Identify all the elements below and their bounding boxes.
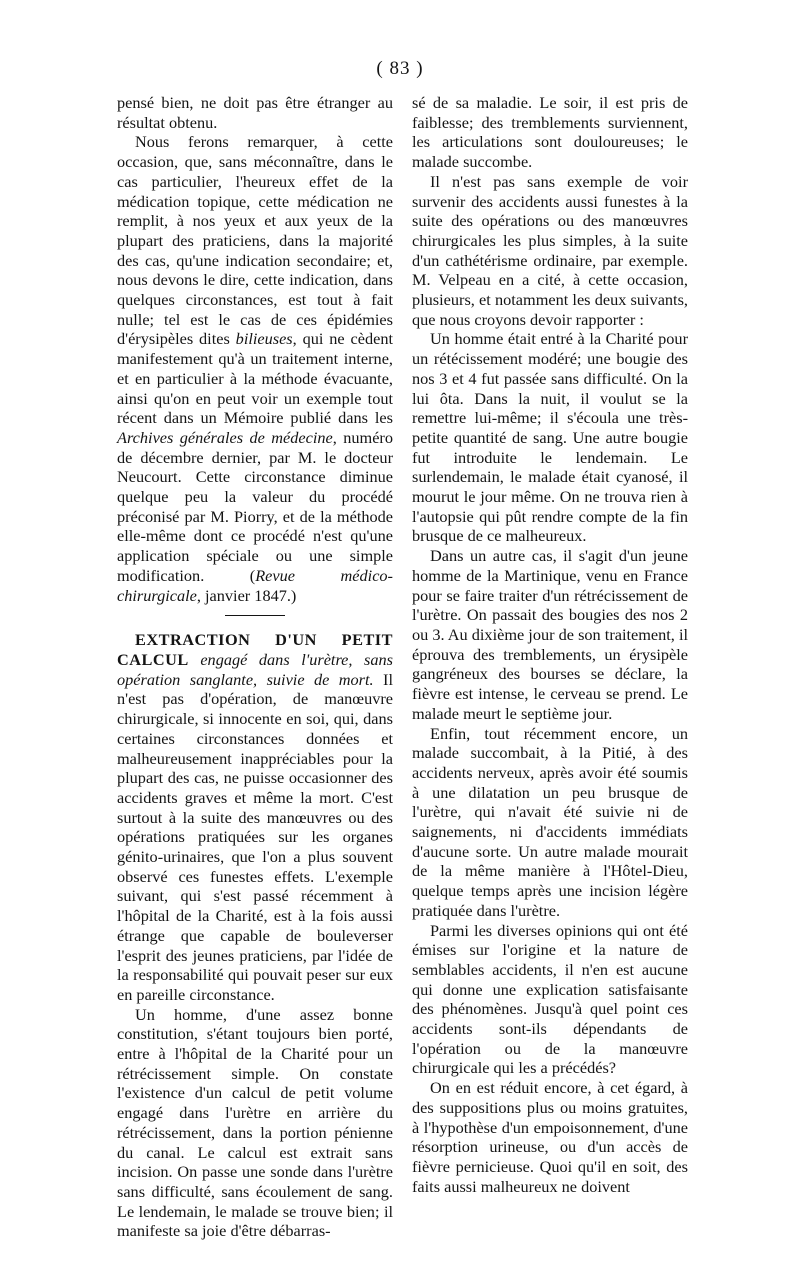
paragraph: pensé bien, ne doit pas être étranger au résultat obtenu. [117,93,393,132]
text-run: , janvier 1847.) [196,585,297,605]
paragraph: Dans un autre cas, il s'agit d'un jeune homme de la Martinique, venu en France pour se faire traiter d'un rétrécissement de l'urètre. On passait des bougies des nos 2 ou 3. Au dixième jour de son traitement, il éprouva des tremblements, un érysipèle gangréneux des bourses se déclare, la fièvre est intense, le cerveau se prend. Le malade meurt le septième jour. [412,546,688,723]
paragraph: Un homme, d'une assez bonne constitution, s'étant toujours bien porté, entre à l'hôpital de la Charité pour un rétrécissement simple. On constate l'existence d'un calcul de petit volume engagé dans l'urètre en arrière du rétrécissement, dans la portion pénienne du canal. Le calcul est extrait sans incision. On passe une sonde dans l'urètre sans difficulté, sans écoulement de sang. Le lendemain, le malade se trouve bien; il manifeste sa joie d'être débarras- [117,1004,393,1241]
paragraph: On en est réduit encore, à cet égard, à des suppositions plus ou moins gratuites, à l'hypothèse d'un empoisonnement, d'une résorption urineuse, ou d'un accès de fièvre pernicieuse. Quoi qu'il en soit, des faits aussi malheureux ne doivent [412,1078,688,1196]
source-title: Revue médico-chirurgicale [117,565,393,605]
section-paragraph [117,630,393,1004]
paragraph: Parmi les diverses opinions qui ont été émises sur l'origine et la nature de semblables accidents, il n'en est aucune qui donne une explication satisfaisante des phénomènes. Jusqu'à quel point ces accidents sont-ils dépendants de l'opération ou de la manœuvre chirurgicale qui les a précédés? [412,920,688,1078]
text-run: Il n'est pas d'opération, de manœuvre chirurgicale, si innocente en soi, qui, dans certaines circonstances données et malheureusement inappréciables pour la plupart des cas, ne puisse occasionner des accidents graves et même la mort. C'est surtout à la suite des manœuvres ou des opérations pratiquées sur les organes génito-urinaires, que l'on a plus souvent observé ces funestes effets. L'exemple suivant, qui s'est passé récemment à l'hôpital de la Charité, est à la fois aussi étrange que capable de bouleverser l'esprit des jeunes praticiens, par l'idée de la responsabilité qui pouvait peser sur eux en pareille circonstance. [117,669,394,1004]
paragraph [117,132,393,605]
right-column [412,93,688,1196]
section-subtitle: engagé dans l'urètre, sans opération sanglante, suivie de mort. [117,649,393,689]
paragraph: Il n'est pas sans exemple de voir survenir des accidents aussi funestes à la suite des opérations ou des manœuvres chirurgicales les plus simples, à la suite d'un cathétérisme ordinaire, par exemple. M. Velpeau en a cité, à cette occasion, plusieurs, et notamment les deux suivants, que nous croyons devoir rapporter : [412,171,688,329]
paragraph: Enfin, tout récemment encore, un malade succombait, à la Pitié, à des accidents nerveux, après avoir été soumis à une dilatation un peu brusque de l'urètre, qui n'avait été suivie ni de saignements, ni d'accidents immédiats d'aucune sorte. Un autre malade mourait de la même manière à l'Hôtel-Dieu, quelque temps après une incision légère pratiquée dans l'urètre. [412,723,688,920]
section-title: EXTRACTION D'UN PETIT CALCUL [117,630,393,669]
page-number: ( 83 ) [376,58,424,79]
text-run: , numéro de décembre dernier, par M. le docteur Neucourt. Cette circonstance diminue quelque peu la valeur du procédé préconisé par M. Piorry, et de la méthode elle-même dont ce procédé n'est qu'une application spéciale ou une simple modification. ( [117,427,393,585]
italic-term: bilieuses [235,329,293,349]
text-run: , qui ne cèdent manifestement qu'à un traitement interne, et en particulier à la méthode évacuante, ainsi qu'on en peut voir un exemple tout récent dans un Mémoire publié dans les [117,329,393,428]
paragraph: Un homme était entré à la Charité pour un rétécissement modéré; une bougie des nos 3 et 4 fut passée sans difficulté. On la lui ôta. Dans la nuit, il voulut se la remettre lui-même; il s'écoula une très-petite quantité de sang. Une autre bougie fut introduite le lendemain. Le surlendemain, le malade était cyanosé, il mourut le jour même. On ne trouva rien à l'autopsie qui pût rendre compte de la fin brusque de ce malheureux. [412,329,688,546]
left-column [117,93,393,1241]
text-run: Nous ferons remarquer, à cette occasion, que, sans méconnaître, dans le cas particulier, l'heureux effet de la médication topique, cette médication ne remplit, à nos yeux et aux yeux de la plupart des praticiens, dans la majorité des cas, qu'une indication secondaire; et, nous devons le dire, cette indication, dans quelques circonstances, est tout à fait nulle; tel est le cas de ces épidémies d'érysipèles dites [117,132,393,349]
paragraph: sé de sa maladie. Le soir, il est pris de faiblesse; des tremblements surviennent, les articulations sont douloureuses; le malade succombe. [412,93,688,172]
section-divider [225,615,285,616]
journal-title: Archives générales de médecine [117,427,333,447]
